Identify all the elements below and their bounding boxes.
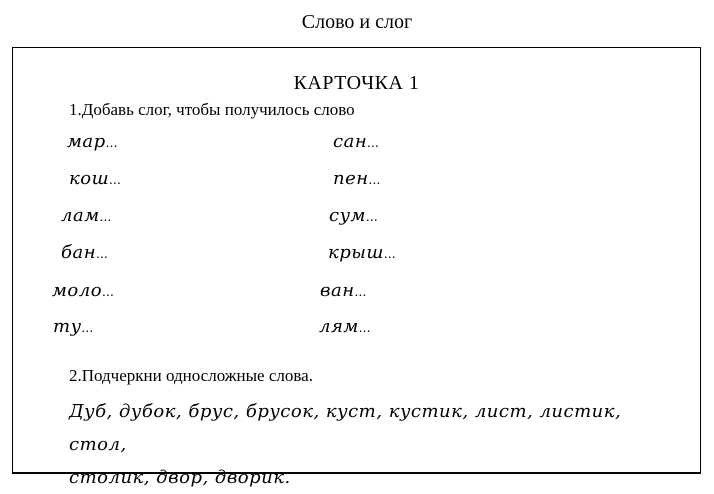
syllable-left-5: моло... [52, 280, 115, 301]
syllable-left-4: бан... [61, 242, 109, 263]
syllable-right-4: крыш... [328, 242, 396, 263]
task1-instruction: 1.Добавь слог, чтобы получилось слово [69, 100, 355, 119]
syllable-right-1: сан... [333, 131, 380, 152]
syllable-left-3: лам... [61, 205, 112, 226]
syllable-right-2: пен... [333, 168, 381, 189]
page-title: Слово и слог [301, 11, 413, 33]
word-list-line-2: столик, двор, дворик. [69, 467, 291, 488]
task2-instruction: 2.Подчеркни односложные слова. [69, 366, 313, 385]
syllable-right-6: лям... [319, 316, 371, 337]
card-title: КАРТОЧКА 1 [293, 72, 420, 94]
card [12, 47, 701, 488]
syllable-right-5: ван... [320, 280, 367, 301]
syllable-left-6: ту... [53, 316, 94, 337]
syllable-left-2: кош... [69, 168, 122, 189]
word-list [69, 395, 669, 494]
syllable-left-1: мар... [67, 131, 118, 152]
syllable-right-3: сум... [329, 205, 378, 226]
word-list-line-1: Дуб, дубок, брус, брусок, куст, кустик, лист, листик, стол, [69, 401, 622, 455]
